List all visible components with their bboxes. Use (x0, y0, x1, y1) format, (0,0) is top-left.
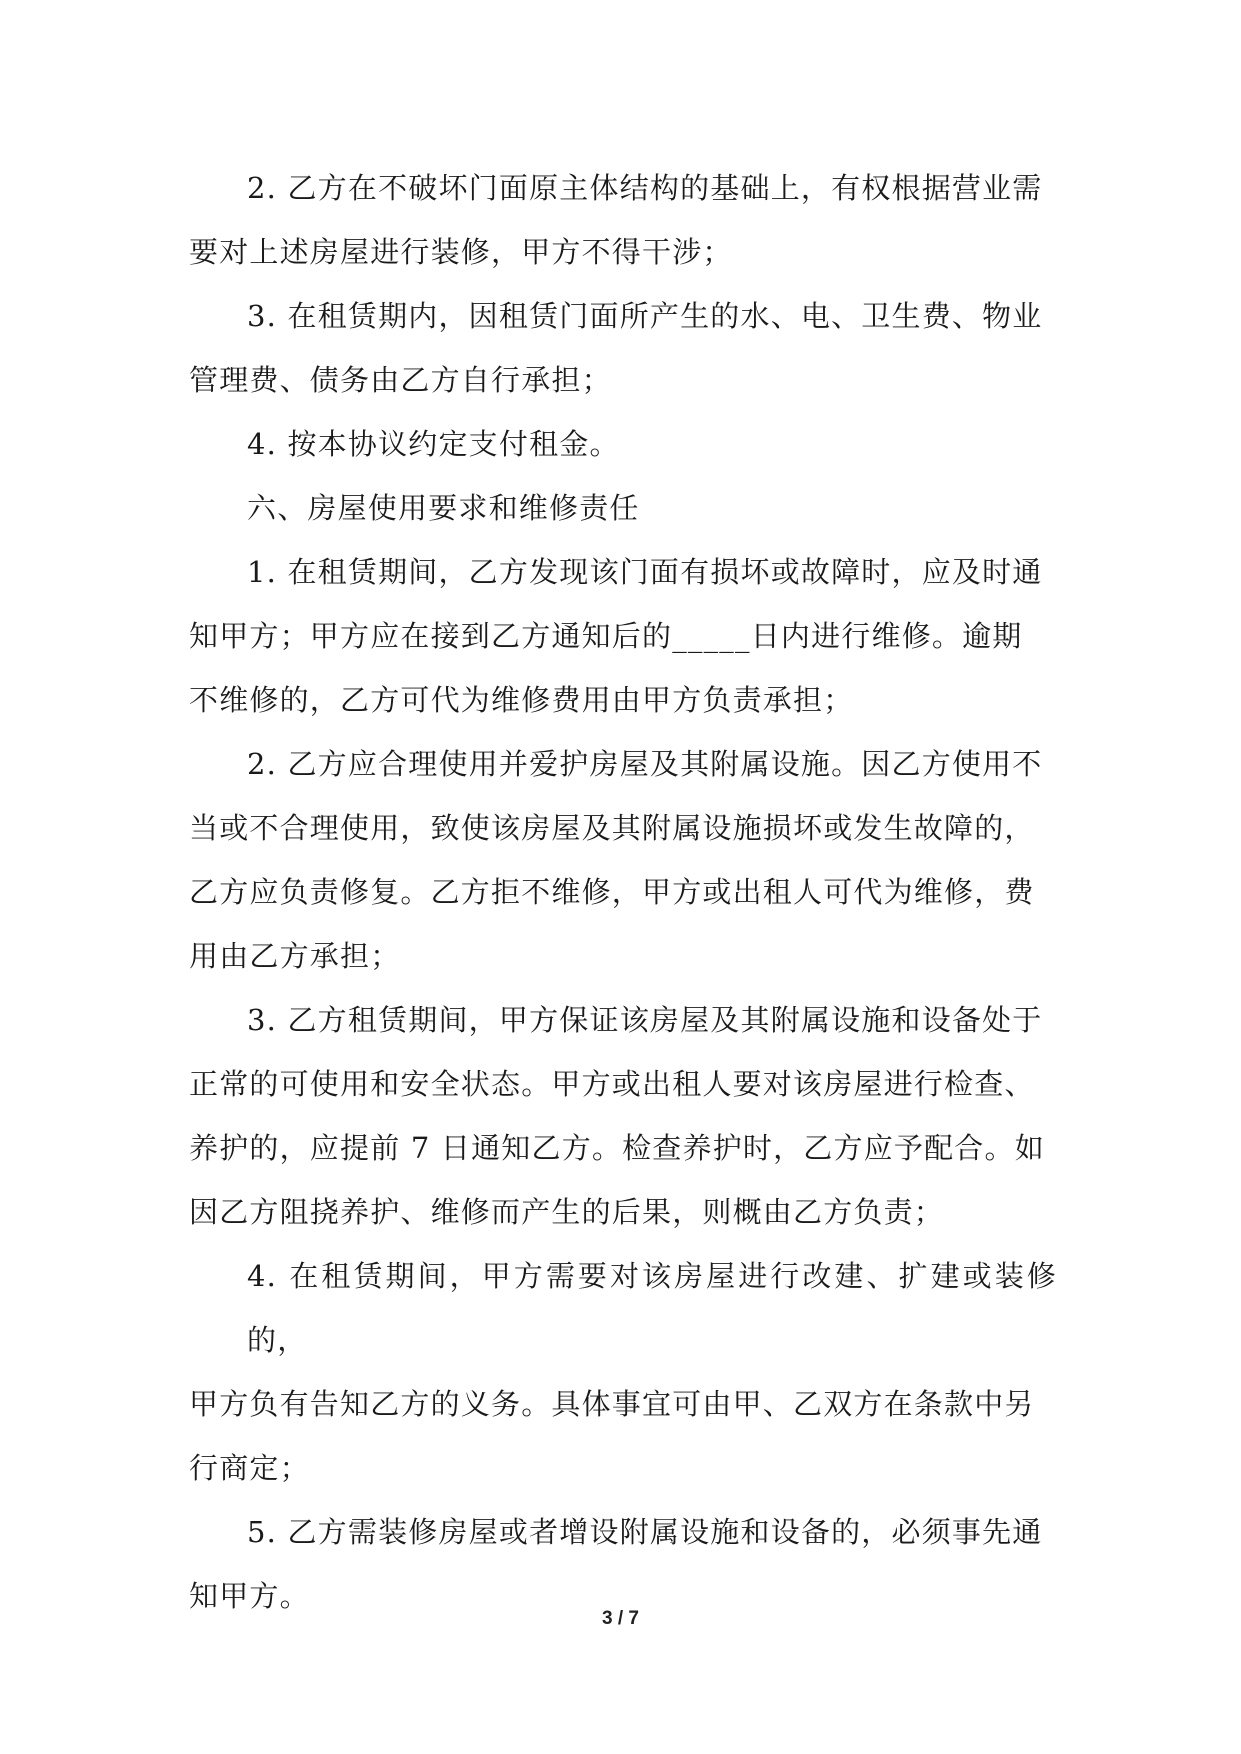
text-line: 知甲方。 (189, 1579, 310, 1613)
text-line: 3. 在租赁期内，因租赁门面所产生的水、电、卫生费、物业 (247, 299, 1043, 333)
document-body (189, 156, 1057, 1628)
paragraph-clause-6-2 (189, 732, 1057, 988)
paragraph-clause-6-1 (189, 540, 1057, 732)
text-line: 5. 乙方需装修房屋或者增设附属设施和设备的，必须事先通 (247, 1515, 1043, 1549)
text-line: 知甲方；甲方应在接到乙方通知后的_____日内进行维修。逾期 (189, 619, 1023, 653)
paragraph-clause-6-3 (189, 988, 1057, 1244)
page-number: 3 / 7 (602, 1608, 639, 1629)
paragraph-clause-5-2 (189, 156, 1057, 284)
text-line: 乙方应负责修复。乙方拒不维修，甲方或出租人可代为维修，费 (189, 875, 1035, 909)
text-line: 甲方负有告知乙方的义务。具体事宜可由甲、乙双方在条款中另 (189, 1387, 1035, 1421)
text-line: 4. 按本协议约定支付租金。 (247, 427, 620, 461)
text-line: 1. 在租赁期间，乙方发现该门面有损坏或故障时，应及时通 (247, 555, 1043, 589)
text-line: 当或不合理使用，致使该房屋及其附属设施损坏或发生故障的， (189, 811, 1035, 845)
text-line: 3. 乙方租赁期间，甲方保证该房屋及其附属设施和设备处于 (247, 1003, 1043, 1037)
text-line: 不维修的，乙方可代为维修费用由甲方负责承担； (189, 683, 854, 717)
text-line: 六、房屋使用要求和维修责任 (247, 491, 640, 525)
text-line: 正常的可使用和安全状态。甲方或出租人要对该房屋进行检查、 (189, 1067, 1035, 1101)
text-line: 要对上述房屋进行装修，甲方不得干涉； (189, 235, 733, 269)
section-heading-6 (189, 476, 1057, 540)
text-line: 行商定； (189, 1451, 310, 1485)
paragraph-clause-6-4 (189, 1244, 1057, 1500)
text-line: 养护的，应提前 7 日通知乙方。检查养护时，乙方应予配合。如 (189, 1131, 1045, 1165)
paragraph-clause-5-3 (189, 284, 1057, 412)
paragraph-clause-5-4 (189, 412, 1057, 476)
text-line: 2. 乙方应合理使用并爱护房屋及其附属设施。因乙方使用不 (247, 747, 1043, 781)
text-line: 管理费、债务由乙方自行承担； (189, 363, 612, 397)
text-line: 用由乙方承担； (189, 939, 401, 973)
text-line: 因乙方阻挠养护、维修而产生的后果，则概由乙方负责； (189, 1195, 945, 1229)
text-line: 4. 在租赁期间，甲方需要对该房屋进行改建、扩建或装修的， (247, 1259, 1057, 1357)
text-line: 2. 乙方在不破坏门面原主体结构的基础上，有权根据营业需 (247, 171, 1043, 205)
